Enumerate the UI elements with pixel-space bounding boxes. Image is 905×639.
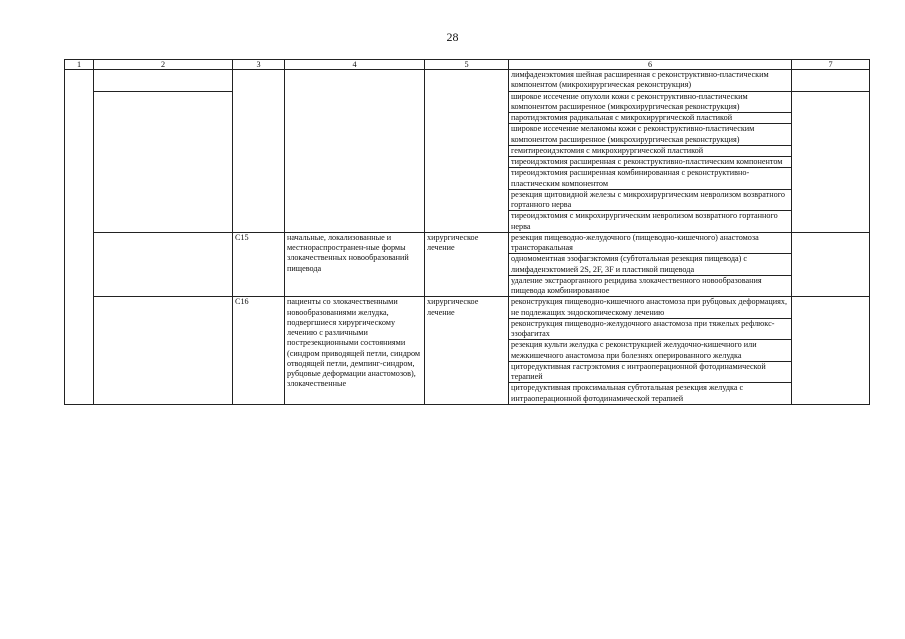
- col7-cell: [792, 297, 870, 405]
- code-cell: C15: [233, 232, 285, 297]
- method-cell: резекция щитовидной железы с микрохирургическим невролизом возвратного гортанного нерва: [509, 189, 792, 211]
- method-cell: широкое иссечение опухоли кожи с реконструктивно-пластическим компонентом расширенное (микрохирургическая реконструкция): [509, 91, 792, 113]
- method-cell: реконструкция пищеводно-кишечного анастомоза при рубцовых деформациях, не подлежащих эндоскопическому лечению: [509, 297, 792, 319]
- treatment-cell: хирургическое лечение: [425, 297, 509, 405]
- method-cell: широкое иссечение меланомы кожи с реконструктивно-пластическим компонентом расширенное (микрохирургическая реконструкция): [509, 124, 792, 146]
- col2-cell: [94, 297, 233, 405]
- patient-cell: пациенты со злокачественными новообразованиями желудка, подвергшиеся хирургическому лечению с различными пострезекционными состояниями (синдром приводящей петли, синдром отводящей петли, демпинг-синдром, рубцовые деформации анастомозов), злокачественные: [285, 297, 425, 405]
- col1-cell: [65, 70, 94, 405]
- column-header: 4: [285, 60, 425, 70]
- method-cell: тиреоидэктомия расширенная с реконструктивно-пластическим компонентом: [509, 157, 792, 168]
- code-cell: [233, 70, 285, 233]
- column-header: 2: [94, 60, 233, 70]
- col2-cell: [94, 91, 233, 232]
- method-cell: циторедуктивная гастрэктомия с интраоперационной фотодинамической терапией: [509, 361, 792, 383]
- method-cell: гемитиреоидэктомия с микрохирургической пластикой: [509, 145, 792, 156]
- column-header: 6: [509, 60, 792, 70]
- column-header: 7: [792, 60, 870, 70]
- treatment-cell: [425, 70, 509, 233]
- method-cell: лимфаденэктомия шейная расширенная с реконструктивно-пластическим компонентом (микрохирургическая реконструкция): [509, 70, 792, 92]
- column-header: 5: [425, 60, 509, 70]
- column-header: 3: [233, 60, 285, 70]
- method-cell: одномоментная эзофагэктомия (субтотальная резекция пищевода) с лимфаденэктомией 2S, 2F, 3F и пластикой пищевода: [509, 254, 792, 276]
- method-cell: тиреоидэктомия расширенная комбинированная с реконструктивно-пластическим компонентом: [509, 168, 792, 190]
- column-number-row: [65, 60, 870, 70]
- table-row: [65, 232, 870, 254]
- code-cell: C16: [233, 297, 285, 405]
- col2-cell: [94, 70, 233, 92]
- col7-cell: [792, 232, 870, 297]
- method-cell: циторедуктивная проксимальная субтотальная резекция желудка с интраоперационной фотодинамической терапией: [509, 383, 792, 405]
- col7-cell: [792, 91, 870, 232]
- medical-care-table: [64, 59, 870, 405]
- method-cell: удаление экстраорганного рецидива злокачественного новообразования пищевода комбинированное: [509, 275, 792, 297]
- table-row: [65, 70, 870, 92]
- method-cell: резекция пищеводно-желудочного (пищеводно-кишечного) анастомоза трансторакальная: [509, 232, 792, 254]
- method-cell: тиреоидэктомия с микрохирургическим невролизом возвратного гортанного нерва: [509, 211, 792, 233]
- method-cell: реконструкция пищеводно-желудочного анастомоза при тяжелых рефлюкс-эзофагитах: [509, 318, 792, 340]
- column-header: 1: [65, 60, 94, 70]
- table-row: [65, 297, 870, 319]
- method-cell: резекция культи желудка с реконструкцией желудочно-кишечного или межкишечного анастомоза при болезнях оперированного желудка: [509, 340, 792, 362]
- page-number: 28: [446, 30, 459, 44]
- patient-cell: [285, 70, 425, 233]
- patient-cell: начальные, локализованные и местнораспространен-ные формы злокачественных новообразований пищевода: [285, 232, 425, 297]
- method-cell: паротидэктомия радикальная с микрохирургической пластикой: [509, 113, 792, 124]
- col7-cell: [792, 70, 870, 92]
- treatment-cell: хирургическое лечение: [425, 232, 509, 297]
- col2-cell: [94, 232, 233, 297]
